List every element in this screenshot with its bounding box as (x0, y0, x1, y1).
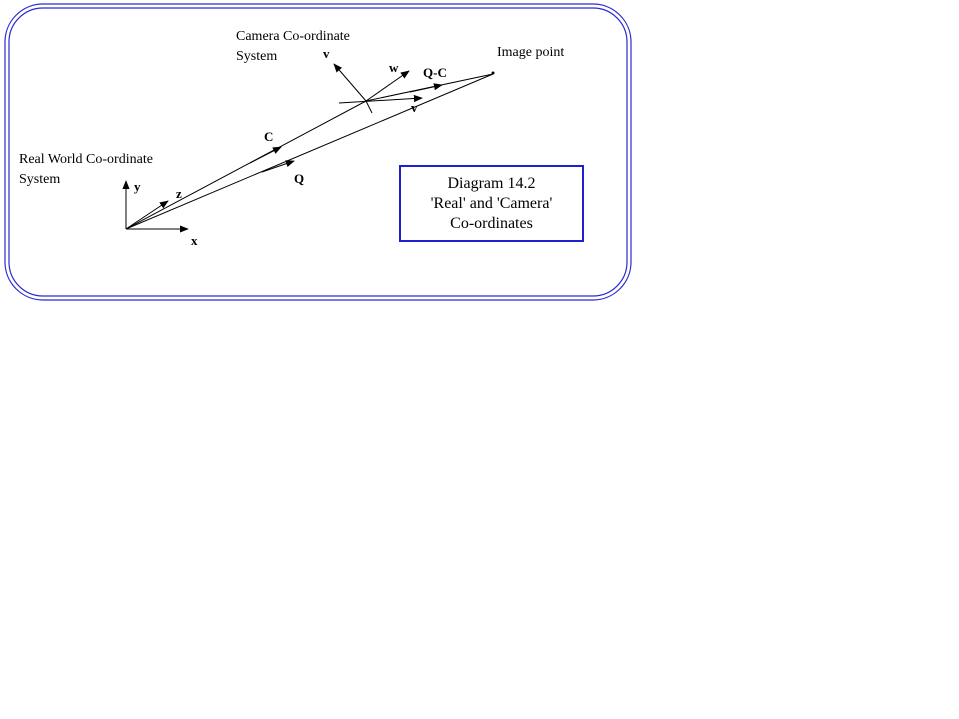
c-vector-arrowhead (250, 147, 281, 163)
camera-v-axis (339, 98, 422, 103)
real-system-label-line2: System (19, 172, 61, 187)
x-label: x (191, 233, 198, 248)
camera-w-label: w (389, 60, 399, 75)
z-axis-arrow (126, 201, 168, 229)
q-label: Q (294, 171, 305, 186)
camera-v-label: v (411, 100, 418, 115)
y-label: y (134, 179, 141, 194)
c-label: C (264, 129, 274, 144)
camera-system-label-line2: System (236, 49, 278, 64)
diagram-caption-box (399, 165, 584, 242)
camera-u-axis (334, 64, 366, 101)
caption-line-3: Co-ordinates (450, 214, 533, 232)
image-point-dot (492, 72, 495, 75)
camera-system-label-line1: Camera Co-ordinate (236, 29, 350, 44)
caption-line-2: 'Real' and 'Camera' (430, 194, 553, 212)
q-minus-c-label: Q-C (423, 65, 447, 80)
q-minus-c-arrowhead (410, 85, 442, 92)
camera-u-axis-tail (366, 101, 372, 113)
q-vector-arrowhead (262, 161, 294, 172)
camera-u-label: v (323, 46, 330, 61)
c-vector (126, 101, 366, 229)
caption-line-1: Diagram 14.2 (447, 174, 536, 192)
real-system-label-line1: Real World Co-ordinate (19, 152, 153, 167)
z-label: z (176, 186, 182, 201)
image-point-label: Image point (497, 45, 565, 60)
